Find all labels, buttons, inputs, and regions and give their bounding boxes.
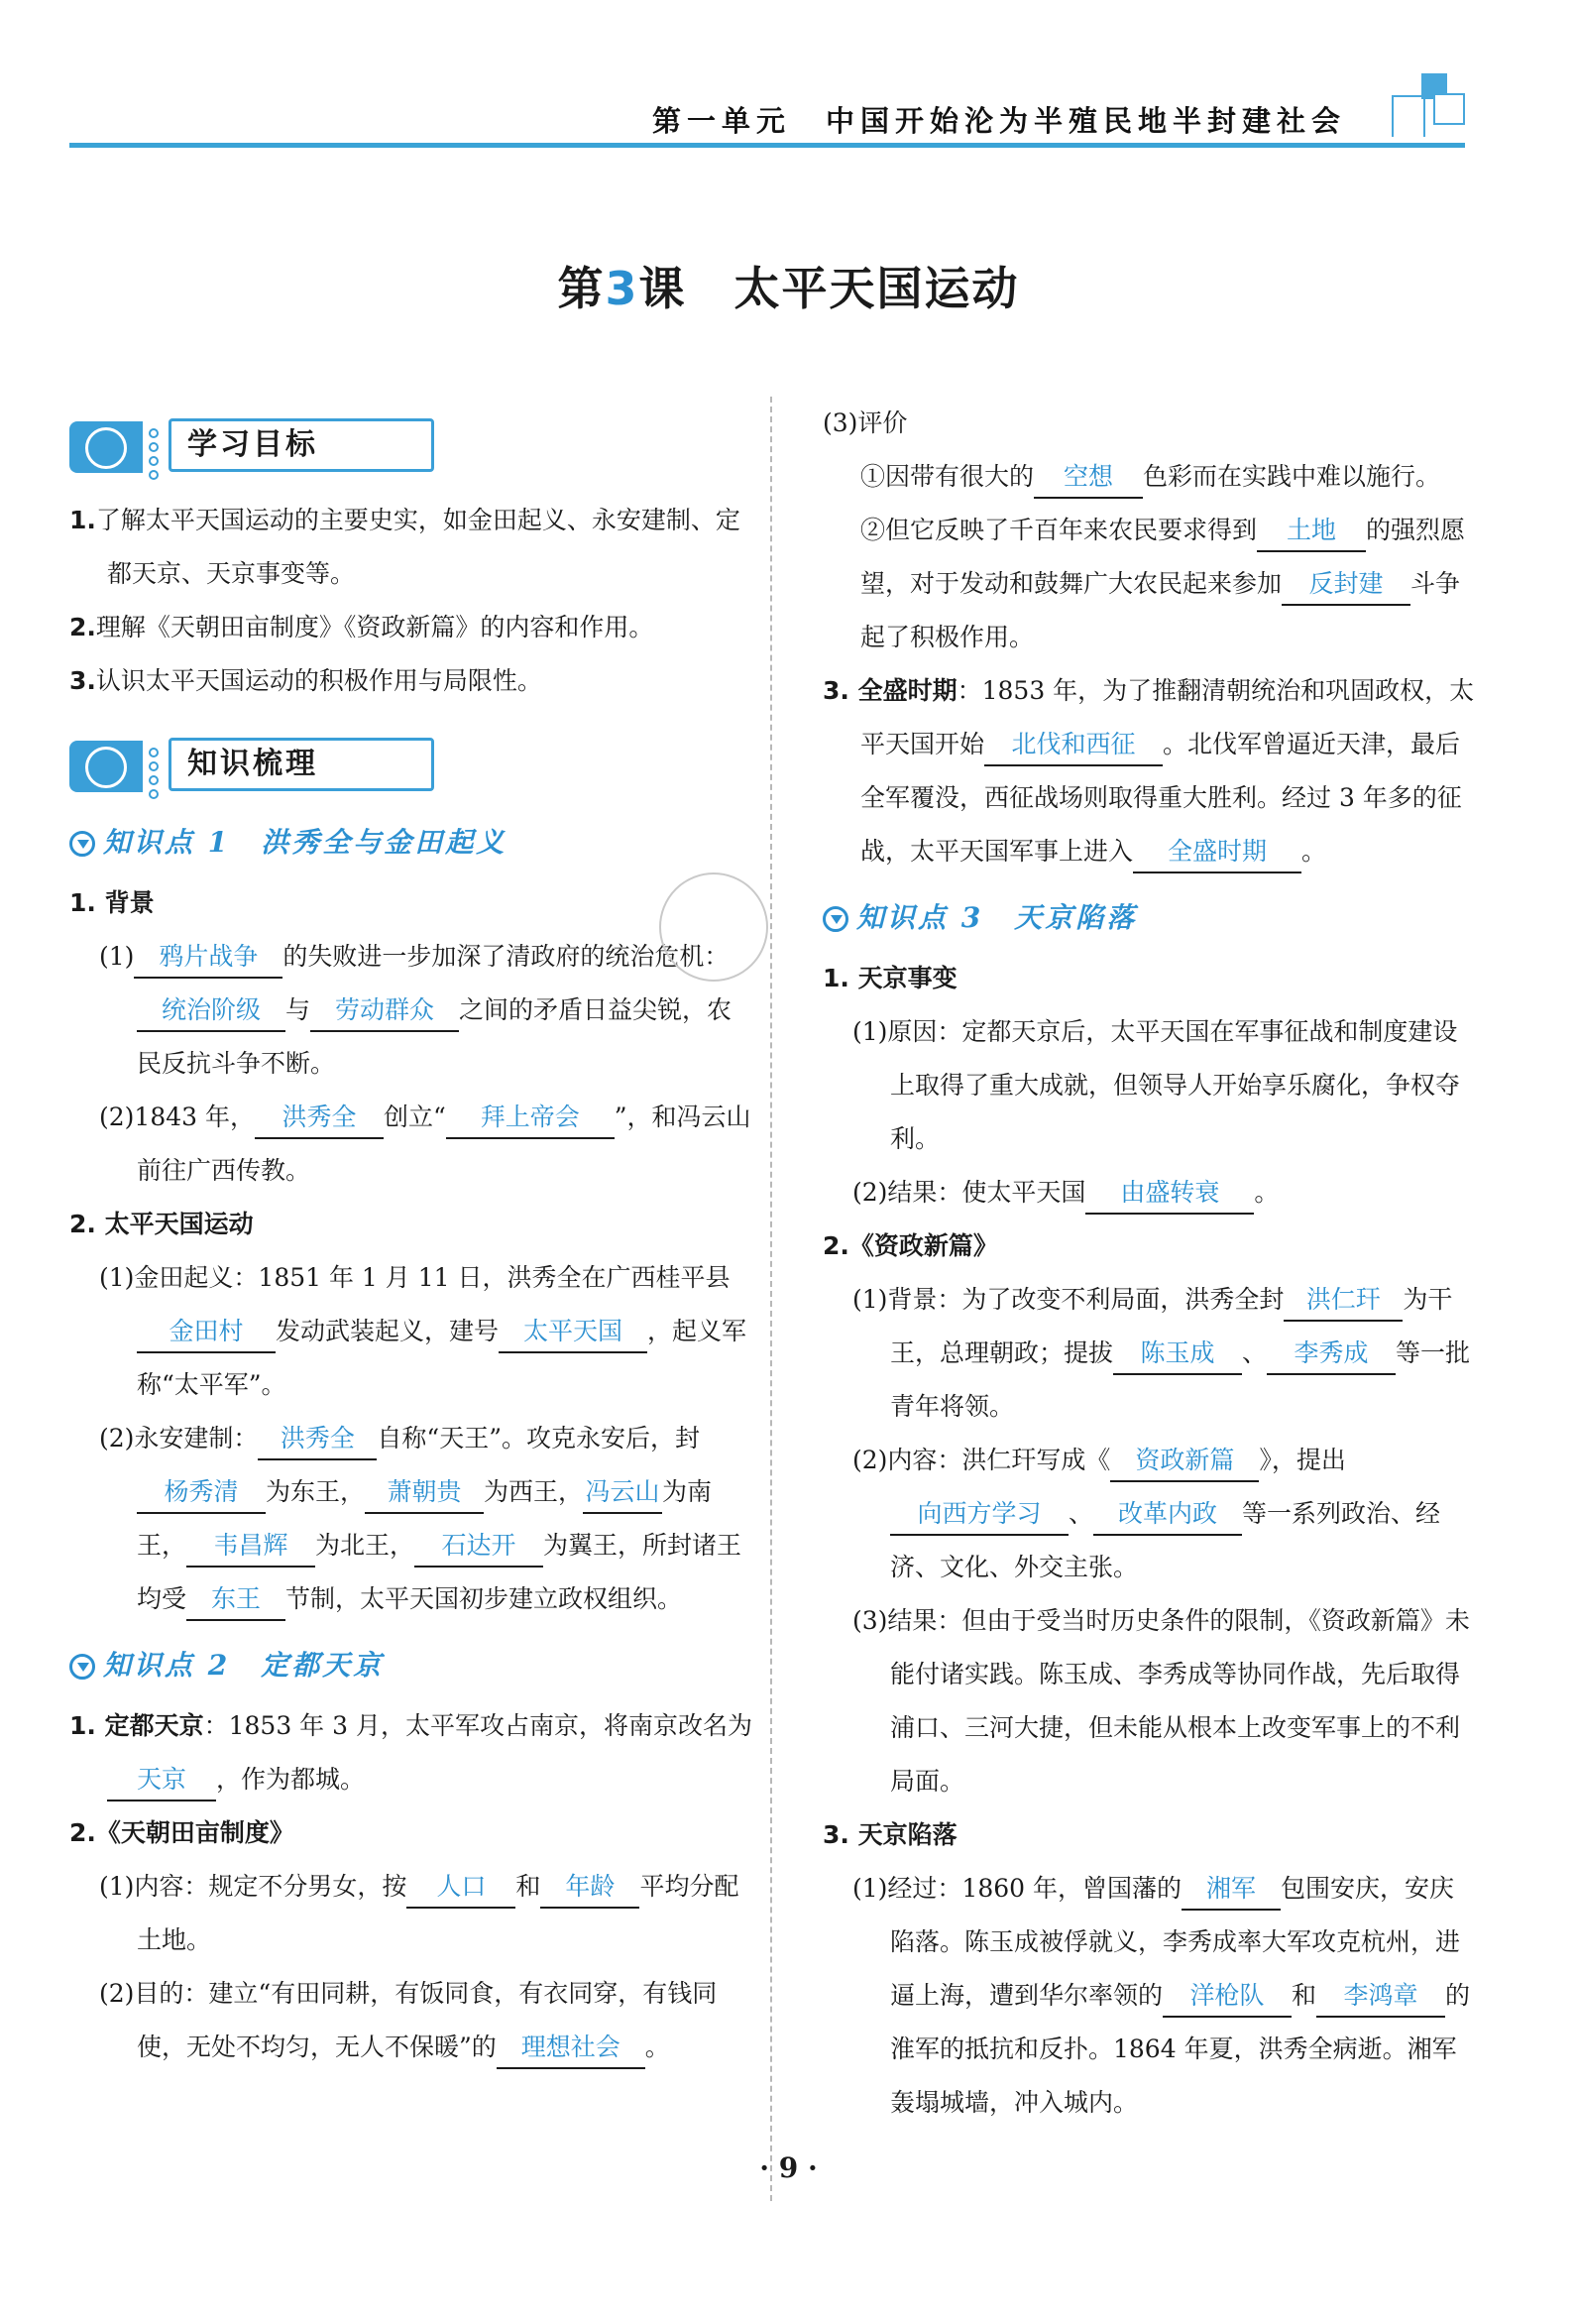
answer-blank: 拜上帝会 <box>446 1098 615 1139</box>
paragraph: (1)经过：1860 年，曾国藩的 湘军 包围安庆，安庆陷落。陈玉成被俘就义，李秀成率大军攻克杭州，进逼上海，遭到华尔率领的 洋枪队 和 李鸿章 的淮军的抵抗和反扑。1864 年夏，洪秀全病逝。湘军轰塌城墙，冲入城内。 <box>823 1862 1477 2130</box>
header-decoration <box>1392 95 1425 137</box>
answer-blank: 金田村 <box>137 1312 276 1353</box>
answer-blank: 反封建 <box>1282 564 1410 606</box>
answer-blank: 统治阶级 <box>137 990 285 1032</box>
answer-blank: 年龄 <box>540 1867 639 1909</box>
paragraph: (2)目的：建立“有田同耕，有饭同食，有衣同穿，有钱同使，无处不均匀，无人不保暖”的 理想社会 。 <box>69 1967 753 2074</box>
paragraph: ①因带有很大的 空想 色彩而在实践中难以施行。 <box>823 450 1477 504</box>
answer-blank: 洋枪队 <box>1163 1976 1292 2018</box>
answer-blank: 土地 <box>1257 511 1366 552</box>
paragraph: (1)内容：规定不分男女，按 人口 和 年龄 平均分配土地。 <box>69 1860 753 1967</box>
answer-blank: 理想社会 <box>497 2028 645 2069</box>
answer-blank: 石达开 <box>414 1526 543 1568</box>
section-heading: 2.《资政新篇》 <box>823 1231 998 1260</box>
answer-blank: 洪秀全 <box>255 1098 384 1139</box>
answer-blank: 杨秀清 <box>137 1472 266 1514</box>
answer-blank: 人口 <box>406 1867 515 1909</box>
answer-blank: 天京 <box>107 1760 216 1801</box>
paragraph: ②但它反映了千百年来农民要求得到 土地 的强烈愿望，对于发动和鼓舞广大农民起来参加 反封建 斗争起了积极作用。 <box>823 504 1477 664</box>
paragraph: (1)背景：为了改变不利局面，洪秀全封 洪仁玕 为干王，总理朝政；提拔 陈玉成 、 李秀成 等一批青年将领。 <box>823 1273 1477 1434</box>
section-heading: (3)评价 <box>823 408 908 437</box>
chevron-down-icon <box>823 906 848 932</box>
chevron-down-icon <box>69 1654 95 1680</box>
unit-title: 第一单元 中国开始沦为半殖民地半封建社会 <box>651 104 1346 138</box>
answer-blank: 韦昌辉 <box>186 1526 315 1568</box>
section-heading: 2. 太平天国运动 <box>69 1210 254 1238</box>
answer-blank: 劳动群众 <box>310 990 459 1032</box>
answer-blank: 鸦片战争 <box>134 937 282 979</box>
goal-item: 2.理解《天朝田亩制度》《资政新篇》的内容和作用。 <box>69 613 654 641</box>
answer-blank: 李秀成 <box>1267 1334 1396 1375</box>
answer-blank: 陈玉成 <box>1113 1334 1242 1375</box>
paragraph: (1) 鸦片战争 的失败进一步加深了清政府的统治危机：统治阶级 与 劳动群众 之间的矛盾日益尖锐，农民反抗斗争不断。 <box>69 930 753 1091</box>
knowledge-point-3-heading: 知识点 3 天京陷落 <box>823 888 1477 948</box>
running-header <box>69 95 1465 147</box>
answer-blank: 改革内政 <box>1093 1494 1242 1536</box>
answer-blank: 空想 <box>1034 457 1143 499</box>
lightbulb-icon <box>69 421 143 473</box>
answer-blank: 湘军 <box>1182 1869 1281 1911</box>
answer-blank: 洪秀全 <box>258 1419 377 1460</box>
goals-badge: 学习目标 <box>69 418 377 476</box>
answer-blank: 全盛时期 <box>1133 832 1301 873</box>
paragraph: (3)结果：但由于受当时历史条件的限制，《资政新篇》未能付诸实践。陈玉成、李秀成等协同作战，先后取得浦口、三河大捷，但未能从根本上改变军事上的不利局面。 <box>852 1606 1470 1796</box>
answer-blank: 萧朝贵 <box>365 1472 484 1514</box>
answer-blank: 太平天国 <box>499 1312 647 1353</box>
knowledge-point-1-heading: 知识点 1 洪秀全与金田起义 <box>69 813 753 872</box>
answer-blank: 洪仁玕 <box>1284 1280 1403 1322</box>
section-heading: 3. 天京陷落 <box>823 1820 957 1849</box>
answer-blank: 冯云山 <box>583 1472 662 1514</box>
goal-item: 1.了解太平天国运动的主要史实，如金田起义、永安建制、定都天京、天京事变等。 <box>69 506 740 588</box>
goal-item: 3.认识太平天国运动的积极作用与局限性。 <box>69 666 542 695</box>
watermark-stamp <box>659 872 768 982</box>
answer-blank: 由盛转衰 <box>1085 1173 1254 1215</box>
paragraph: (1)原因：定都天京后，太平天国在军事征战和制度建设上取得了重大成就，但领导人开始享乐腐化，争权夺利。 <box>852 1017 1461 1153</box>
section-heading: 1. 天京事变 <box>823 964 957 992</box>
lesson-title: 第3课 太平天国运动 <box>557 262 1020 315</box>
answer-blank: 向西方学习 <box>890 1494 1069 1536</box>
review-badge: 知识梳理 <box>69 738 377 795</box>
column-divider <box>770 397 772 2201</box>
paragraph: (2)1843 年， 洪秀全 创立“ 拜上帝会 ”，和冯云山前往广西传教。 <box>69 1091 753 1198</box>
lightbulb-icon <box>69 741 143 792</box>
paragraph: (2)永安建制： 洪秀全 自称“天王”。攻克永安后，封杨秀清 为东王， 萧朝贵 为西王，冯云山 为南王， 韦昌辉 为北王， 石达开 为翼王，所封诸王均受 东王 节制，太平天国初步建立政权组织。 <box>69 1412 753 1626</box>
answer-blank: 李鸿章 <box>1316 1976 1445 2018</box>
knowledge-point-2-heading: 知识点 2 定都天京 <box>69 1636 753 1695</box>
header-decoration <box>1433 93 1465 125</box>
section-heading: 1. 背景 <box>69 888 155 917</box>
answer-blank: 资政新篇 <box>1110 1441 1259 1482</box>
header-rule <box>69 143 1465 148</box>
paragraph: 3. 全盛时期：1853 年，为了推翻清朝统治和巩固政权，太平天国开始 北伐和西征 。北伐军曾逼近天津，最后全军覆没，西征战场则取得重大胜利。经过 3 年多的征战，太平天国军事上进入 全盛时期 。 <box>823 664 1477 878</box>
section-heading: 2.《天朝田亩制度》 <box>69 1818 294 1847</box>
paragraph: 1. 定都天京：1853 年 3 月，太平军攻占南京，将南京改名为天京 ，作为都城。 <box>69 1699 753 1806</box>
chevron-down-icon <box>69 831 95 857</box>
left-column <box>69 397 753 2074</box>
right-column <box>823 397 1477 2130</box>
paragraph: (2)结果：使太平天国 由盛转衰 。 <box>823 1166 1477 1220</box>
paragraph: (2)内容：洪仁玕写成《 资政新篇 》，提出向西方学习 、 改革内政 等一系列政治、经济、文化、外交主张。 <box>823 1434 1477 1594</box>
answer-blank: 东王 <box>186 1579 285 1621</box>
answer-blank: 北伐和西征 <box>984 725 1163 766</box>
paragraph: (1)金田起义：1851 年 1 月 11 日，洪秀全在广西桂平县金田村 发动武装起义，建号 太平天国 ，起义军称“太平军”。 <box>99 1263 747 1399</box>
page-number: · 9 · <box>759 2151 818 2184</box>
